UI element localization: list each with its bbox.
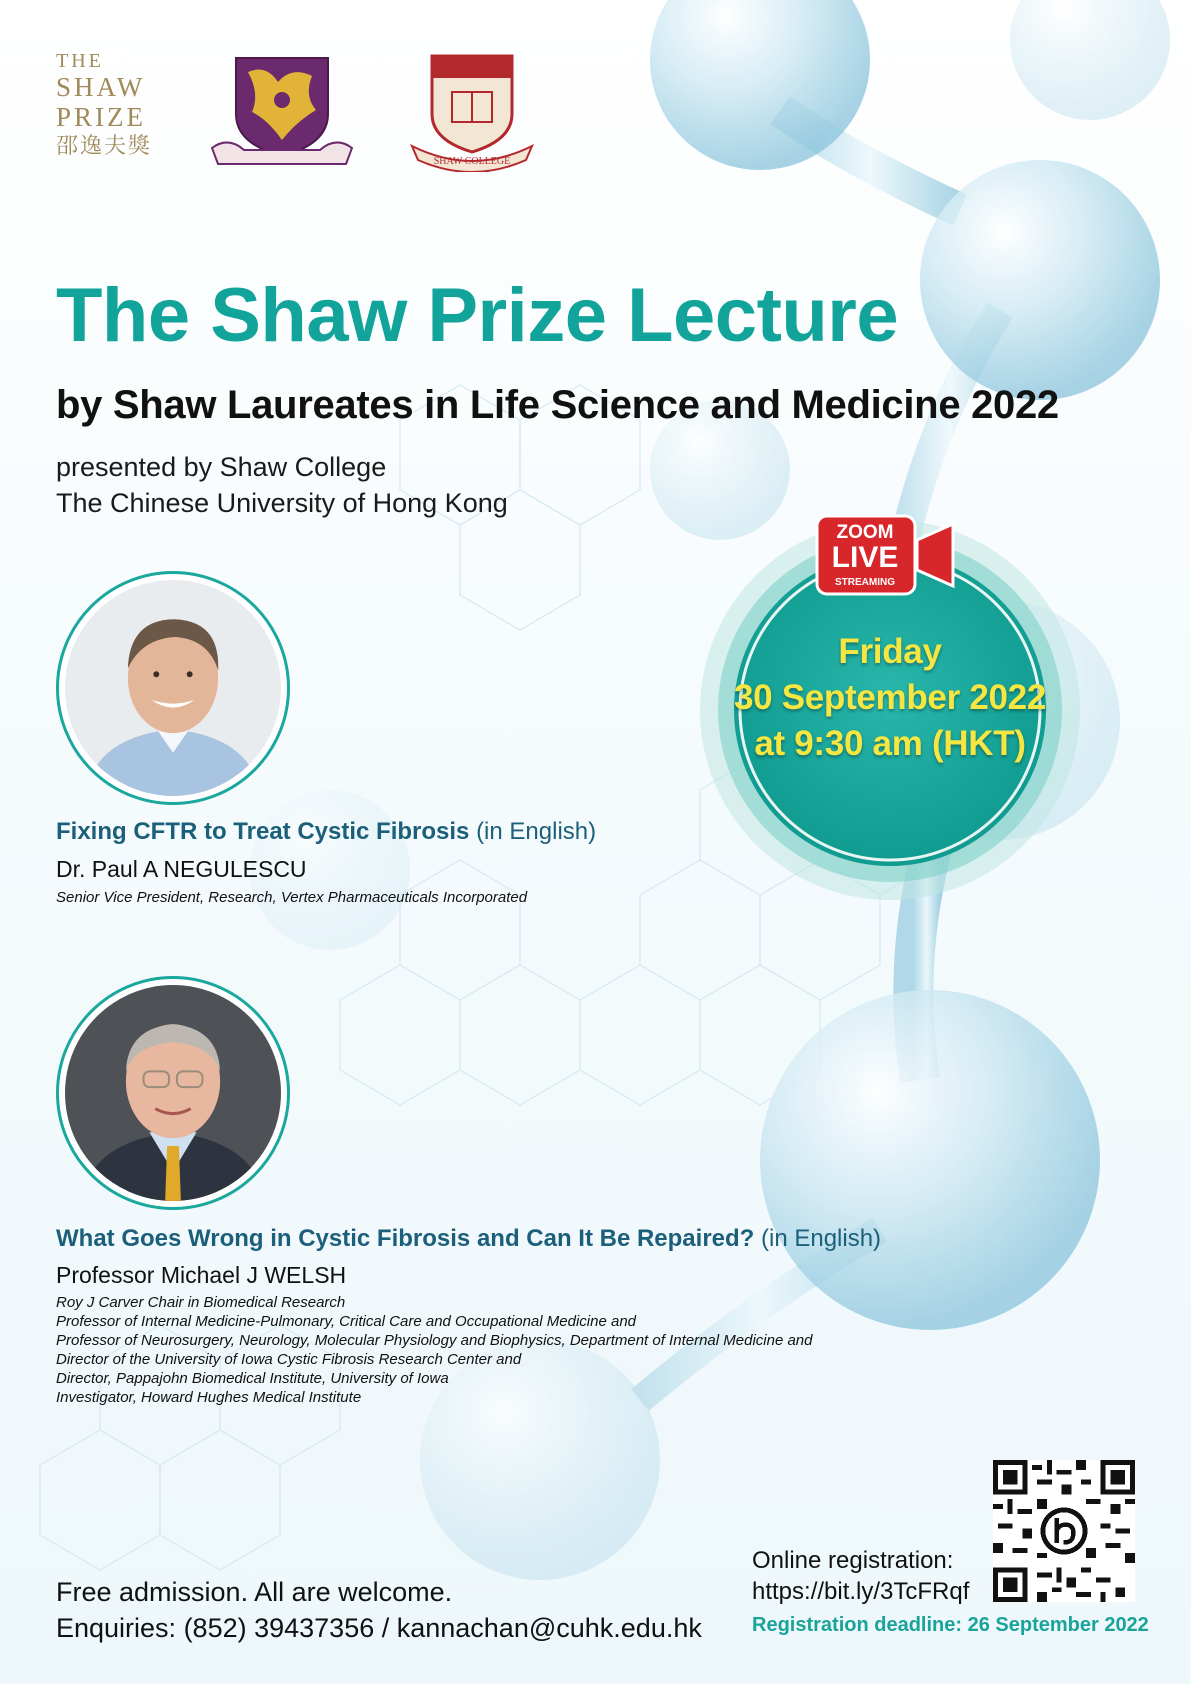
talk-title-1-text: Fixing CFTR to Treat Cystic Fibrosis xyxy=(56,818,470,845)
presenter-line2: The Chinese University of Hong Kong xyxy=(56,488,508,518)
talk-title-1 xyxy=(56,818,596,846)
admission-note: Free admission. All are welcome. xyxy=(56,1577,453,1607)
speaker-affiliation-1: Senior Vice President, Research, Vertex Pharmaceuticals Incorporated xyxy=(56,889,528,906)
talk-title-2 xyxy=(56,1225,881,1253)
speaker-affiliation-2-line3: Professor of Neurosurgery, Neurology, Molecular Physiology and Biophysics, Department of Internal Medicine and xyxy=(56,1332,813,1349)
speaker-photo-welsh xyxy=(56,976,290,1210)
speaker-affiliation-2-line2: Professor of Internal Medicine-Pulmonary, Critical Care and Occupational Medicine and xyxy=(56,1313,636,1330)
zoom-label: ZOOM xyxy=(836,522,894,543)
enquiries-contact[interactable]: Enquiries: (852) 39437356 / kannachan@cuhk.edu.hk xyxy=(56,1613,702,1643)
talk-language-2: (in English) xyxy=(761,1225,882,1252)
event-day: Friday xyxy=(838,632,942,671)
cuhk-crest-logo xyxy=(208,52,356,172)
talk-language-1: (in English) xyxy=(476,818,597,845)
live-label: LIVE xyxy=(831,541,899,574)
speaker-photo-negulescu xyxy=(56,571,290,805)
registration-label: Online registration: xyxy=(752,1547,954,1574)
streaming-label: STREAMING xyxy=(835,577,895,588)
shaw-prize-logo-line3: PRIZE xyxy=(56,102,147,132)
speaker-portrait-2 xyxy=(65,985,281,1201)
registration-deadline: Registration deadline: 26 September 2022 xyxy=(752,1614,1149,1636)
registration-link[interactable]: https://bit.ly/3TcFRqf xyxy=(752,1578,970,1605)
speaker-affiliation-2-line4: Director of the University of Iowa Cystic Fibrosis Research Center and xyxy=(56,1351,522,1368)
page-subtitle: by Shaw Laureates in Life Science and Medicine 2022 xyxy=(56,383,1059,427)
talk-title-2-text: What Goes Wrong in Cystic Fibrosis and Can It Be Repaired? xyxy=(56,1225,755,1252)
speaker-name-2: Professor Michael J WELSH xyxy=(56,1262,347,1288)
speaker-portrait-1 xyxy=(65,580,281,796)
speaker-affiliation-2-line5: Director, Pappajohn Biomedical Institute, University of Iowa xyxy=(56,1370,449,1387)
registration-qr-code[interactable] xyxy=(993,1460,1135,1602)
presenter-line1: presented by Shaw College xyxy=(56,452,387,482)
shaw-college-logo xyxy=(408,52,536,172)
event-date: 30 September 2022 xyxy=(733,678,1047,717)
shaw-prize-logo-line1: THE xyxy=(56,50,104,72)
shaw-prize-logo xyxy=(56,50,156,160)
page-title: The Shaw Prize Lecture xyxy=(56,273,899,358)
speaker-name-1: Dr. Paul A NEGULESCU xyxy=(56,856,307,882)
speaker-affiliation-2-line6: Investigator, Howard Hughes Medical Institute xyxy=(56,1389,362,1406)
speaker-affiliation-2-line1: Roy J Carver Chair in Biomedical Research xyxy=(56,1294,346,1311)
event-time: at 9:30 am (HKT) xyxy=(754,724,1026,763)
shaw-prize-logo-chinese: 邵逸夫獎 xyxy=(56,133,153,158)
shaw-college-logo-text: SHAW COLLEGE xyxy=(433,156,511,167)
shaw-prize-logo-line2: SHAW xyxy=(56,72,146,102)
